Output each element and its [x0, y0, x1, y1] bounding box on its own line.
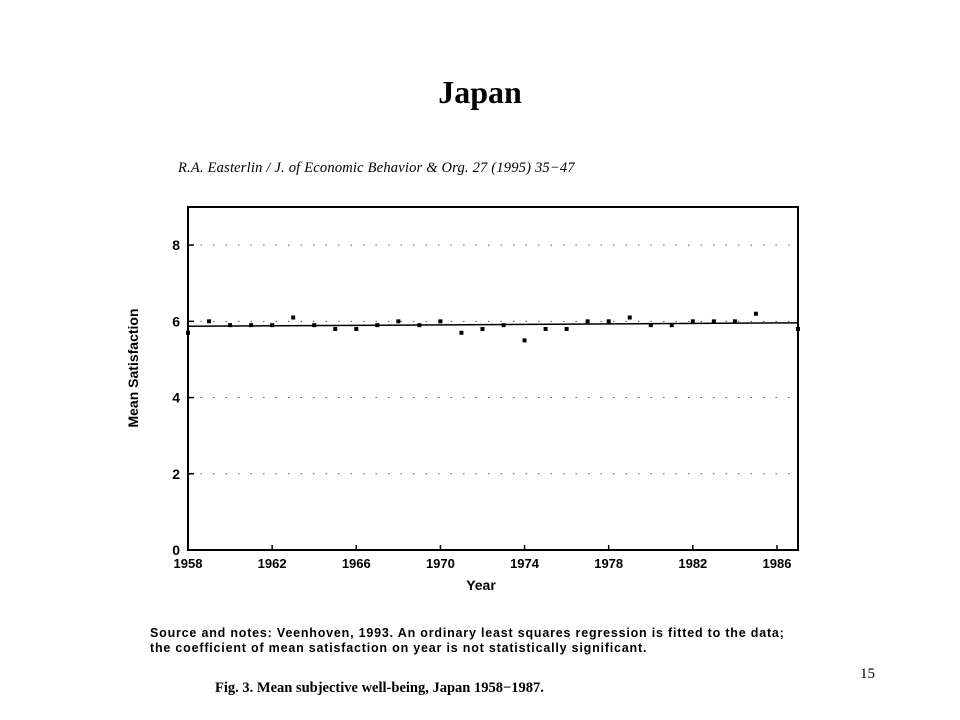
- x-tick-label-1978: 1978: [594, 556, 624, 571]
- plot-frame: [188, 207, 798, 550]
- data-point-1960: [228, 323, 232, 327]
- regression-line: [188, 323, 798, 326]
- data-point-1965: [333, 327, 337, 331]
- data-point-1979: [628, 316, 632, 320]
- data-point-1983: [712, 319, 716, 323]
- data-point-1982: [691, 319, 695, 323]
- data-point-1966: [354, 327, 358, 331]
- data-points: [186, 312, 800, 343]
- data-point-1970: [438, 319, 442, 323]
- x-tick-label-1958: 1958: [173, 556, 203, 571]
- data-point-1973: [502, 323, 506, 327]
- x-tick-labels: [174, 556, 792, 571]
- y-tick-label-4: 4: [172, 389, 180, 406]
- data-point-1961: [249, 323, 253, 327]
- data-point-1968: [396, 319, 400, 323]
- data-point-1972: [480, 327, 484, 331]
- data-point-1977: [586, 319, 590, 323]
- data-point-1974: [523, 338, 527, 342]
- y-tick-label-2: 2: [172, 465, 180, 482]
- x-tick-label-1982: 1982: [678, 556, 708, 571]
- x-tick-label-1966: 1966: [341, 556, 371, 571]
- x-tick-label-1986: 1986: [762, 556, 792, 571]
- x-tick-label-1970: 1970: [425, 556, 455, 571]
- y-tick-label-6: 6: [172, 313, 180, 330]
- data-point-1981: [670, 323, 674, 327]
- data-point-1985: [754, 312, 758, 316]
- x-tick-label-1974: 1974: [510, 556, 540, 571]
- data-point-1959: [207, 319, 211, 323]
- data-point-1980: [649, 323, 653, 327]
- slide-title: Japan: [438, 74, 522, 110]
- data-point-1967: [375, 323, 379, 327]
- y-tick-label-0: 0: [172, 542, 180, 558]
- data-point-1978: [607, 319, 611, 323]
- data-point-1984: [733, 319, 737, 323]
- x-tick-label-1962: 1962: [257, 556, 287, 571]
- grid-lines: [188, 245, 798, 474]
- journal-header: R.A. Easterlin / J. of Economic Behavior & Org. 27 (1995) 35−47: [178, 160, 575, 176]
- data-point-1975: [544, 327, 548, 331]
- figure-caption: Fig. 3. Mean subjective well-being, Japan 1958−1987.: [215, 680, 544, 696]
- data-point-1976: [565, 327, 569, 331]
- data-point-1962: [270, 323, 274, 327]
- data-point-1964: [312, 323, 316, 327]
- y-tick-labels: [172, 237, 180, 558]
- page-number: 15: [860, 666, 875, 682]
- data-point-1958: [186, 331, 190, 335]
- data-point-1963: [291, 316, 295, 320]
- y-axis-title: Mean Satisfaction: [125, 308, 141, 428]
- source-notes: Source and notes: Veenhoven, 1993. An ordinary least squares regression is fitted to the data; the coefficient of mean satisfaction on year is not statistically significant.: [150, 626, 785, 655]
- data-point-1971: [459, 331, 463, 335]
- x-axis-title: Year: [466, 577, 496, 593]
- data-point-1987: [796, 327, 800, 331]
- data-point-1969: [417, 323, 421, 327]
- y-tick-label-8: 8: [172, 237, 180, 254]
